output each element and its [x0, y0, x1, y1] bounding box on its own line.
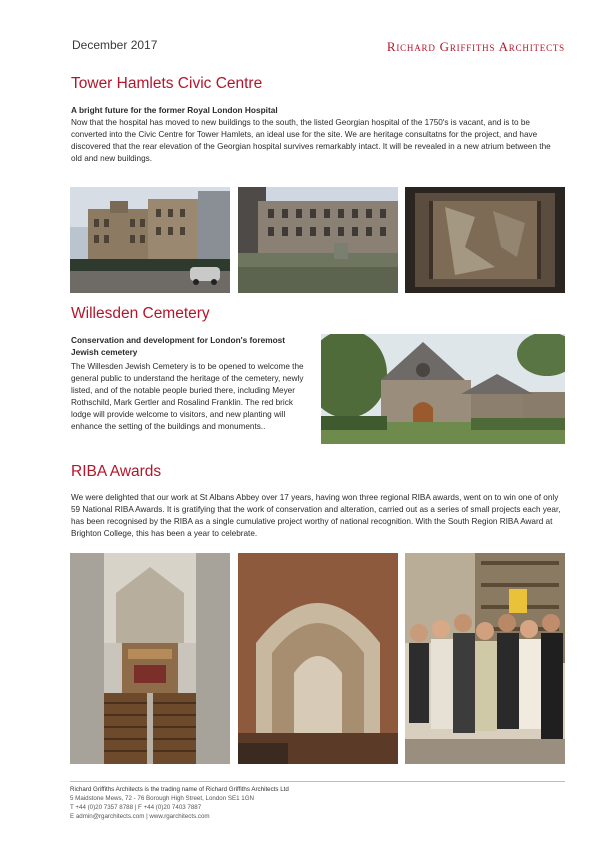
footer [70, 786, 289, 822]
section-body-willesden: The Willesden Jewish Cemetery is to be opened to welcome the general public to understand the heritage of the cemetery, newly listed, and of the notable people buried there, including Meyer Rothschild, Mark Gertler and Rosalind Franklin. The red brick lodge will provide welcome to visitors, and new planting will enhance the setting of the buildings and monuments.. [71, 362, 304, 431]
section-body-tower-hamlets: Now that the hospital has moved to new buildings to the south, the listed Georgian hospital of the 1750's is vacant, and is to be converted into the Civic Centre for Tower Hamlets, an ideal use for the site. We are heritage consultatns for the project, and have discovered that the rear elevation of the Georgian hospital survives remarkably intact. It will be revealed in a new atrium between the old and new buildings. [71, 118, 551, 163]
issue-date: December 2017 [72, 38, 158, 52]
footer-company-line: Richard Griffiths Architects is the trading name of Richard Griffiths Architects Ltd [70, 786, 289, 793]
footer-divider [70, 781, 565, 782]
section-title-riba-awards: RIBA Awards [71, 463, 162, 480]
photo-willesden-lodge [321, 334, 565, 444]
photo-st-albans-abbey-arches [238, 553, 398, 764]
section-title-tower-hamlets: Tower Hamlets Civic Centre [71, 75, 263, 92]
footer-email-web: E admin@rgarchitects.com | www.rgarchitects.com [70, 812, 210, 820]
section-subtitle-tower-hamlets: A bright future for the former Royal London Hospital [71, 105, 278, 115]
section-title-willesden: Willesden Cemetery [71, 305, 210, 322]
footer-address: 5 Maidstone Mews, 72 - 76 Borough High Street, London SE1 1GN [70, 794, 255, 802]
section-subtitle-willesden: Conservation and development for London's foremost Jewish cemetery [71, 335, 286, 357]
photo-royal-london-hospital-front [70, 187, 230, 293]
photo-riba-award-team [405, 553, 565, 764]
brand-logo: Richard Griffiths Architects [386, 39, 565, 54]
photo-hospital-rear-courtyard [238, 187, 398, 293]
photo-st-albans-abbey-nave [70, 553, 230, 764]
photo-georgian-wall-interior [405, 187, 565, 293]
section-body-riba-awards: We were delighted that our work at St Albans Abbey over 17 years, having won three regional RIBA awards, went on to win one of only 59 National RIBA Awards. It is gratifying that the work of conservation and alteration, carried out as a series of small projects each year, has been recognised by the RIBA as a single cumulative project worthy of national recognition. With the South Region RIBA Award at Brighton College, this has been a year to celebrate. [71, 493, 561, 538]
footer-phone-fax: T +44 (0)20 7357 8788 | F +44 (0)20 7403 7887 [70, 803, 202, 811]
